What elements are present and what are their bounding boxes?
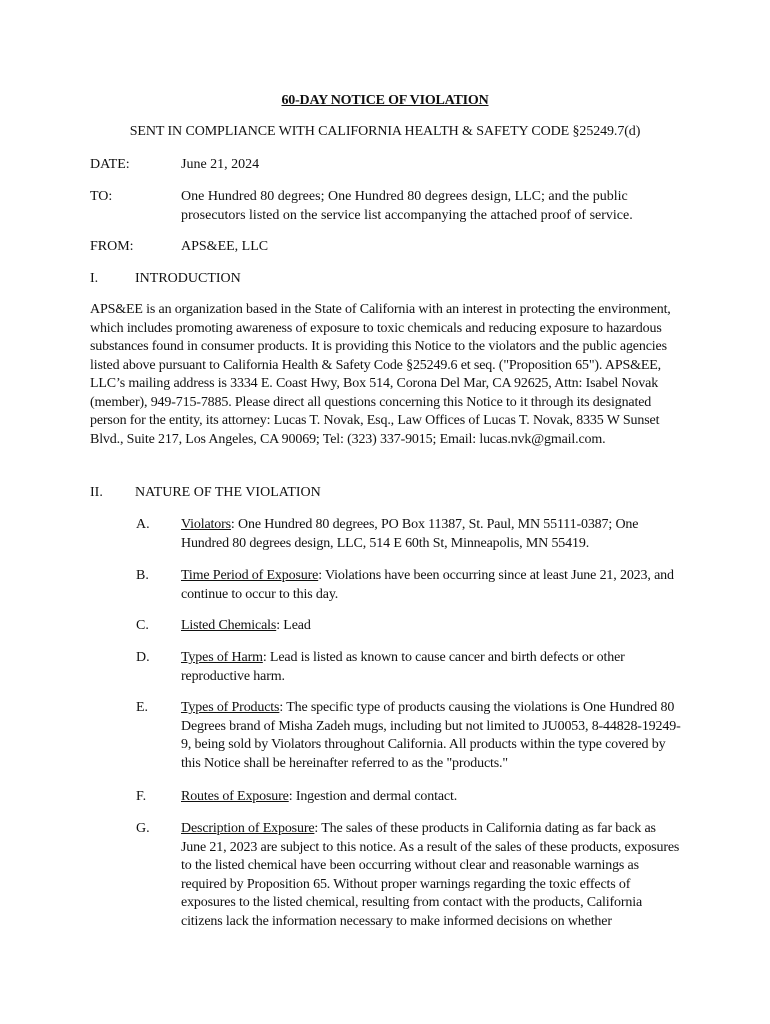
date-label: DATE: xyxy=(90,157,130,172)
item-term: Description of Exposure xyxy=(181,821,315,836)
item-text: : Lead is listed as known to cause cancer and birth defects or other reproductive harm. xyxy=(181,650,625,684)
item-body xyxy=(181,788,683,807)
section-number: II. xyxy=(90,485,103,500)
from-value: APS&EE, LLC xyxy=(181,239,269,254)
item-letter: D. xyxy=(136,650,150,665)
item-text: : Ingestion and dermal contact. xyxy=(288,789,458,804)
item-term: Routes of Exposure xyxy=(181,789,289,804)
item-text: : Lead xyxy=(276,618,311,633)
item-term: Violators xyxy=(181,517,231,532)
item-body xyxy=(181,617,683,636)
item-letter: G. xyxy=(136,821,150,836)
item-body xyxy=(181,699,683,773)
item-text: : The sales of these products in California dating as far back as June 21, 2023 are subject to this notice. As a result of the sales of these products, exposures to the listed chemical have been occurring without clear and reasonable warnings as required by Proposition 65. Without proper warnings regarding the toxic effects of exposures to the listed chemical, resulting from contact with the products, California citizens lack the information necessary to make informed decisions on whether xyxy=(181,821,680,929)
item-body xyxy=(181,649,683,686)
section-number: I. xyxy=(90,271,99,286)
item-letter: C. xyxy=(136,618,149,633)
section-heading: INTRODUCTION xyxy=(135,271,241,286)
item-text: : The specific type of products causing the violations is One Hundred 80 Degrees brand of Misha Zadeh mugs, including but not limited to JU0053, 8-44828-19249-9, being sold by Violators throughout California. All products within the type covered by this Notice shall be hereinafter referred to as the "products." xyxy=(181,700,681,771)
item-term: Listed Chemicals xyxy=(181,618,277,633)
to-label: TO: xyxy=(90,189,113,204)
item-letter: F. xyxy=(136,789,147,804)
item-text: : Violations have been occurring since at least June 21, 2023, and continue to occur to this day. xyxy=(181,568,674,602)
section-heading: NATURE OF THE VIOLATION xyxy=(135,485,321,500)
item-body xyxy=(181,567,683,604)
from-label: FROM: xyxy=(90,239,134,254)
item-term: Time Period of Exposure xyxy=(181,568,319,583)
notice-title: 60-DAY NOTICE OF VIOLATION xyxy=(281,93,489,108)
item-term: Types of Harm xyxy=(181,650,263,665)
item-body xyxy=(181,820,683,932)
item-letter: B. xyxy=(136,568,149,583)
date-value: June 21, 2024 xyxy=(181,157,260,172)
item-term: Types of Products xyxy=(181,700,280,715)
item-letter: A. xyxy=(136,517,150,532)
to-value: One Hundred 80 degrees; One Hundred 80 degrees design, LLC; and the public prosecutors listed on the service list accompanying the attached proof of service. xyxy=(181,189,633,223)
notice-subtitle: SENT IN COMPLIANCE WITH CALIFORNIA HEALTH & SAFETY CODE §25249.7(d) xyxy=(129,124,641,139)
item-body xyxy=(181,516,683,553)
item-text: : One Hundred 80 degrees, PO Box 11387, St. Paul, MN 55111-0387; One Hundred 80 degrees design, LLC, 514 E 60th St, Minneapolis, MN 55419. xyxy=(181,517,639,551)
introduction-paragraph: APS&EE is an organization based in the State of California with an interest in protecting the environment, which includes promoting awareness of exposure to toxic chemicals and reducing exposure to hazardous substances found in consumer products. It is providing this Notice to the violators and the public agencies listed above pursuant to California Health & Safety Code §25249.6 et seq. ("Proposition 65"). APS&EE, LLC’s mailing address is 3334 E. Coast Hwy, Box 514, Corona Del Mar, CA 92625, Attn: Isabel Novak (member), 949-715-7885. Please direct all questions concerning this Notice to it through its designated person for the entity, its attorney: Lucas T. Novak, Esq., Law Offices of Lucas T. Novak, 8335 W Sunset Blvd., Suite 217, Los Angeles, CA 90069; Tel: (323) 337-9015; Email: lucas.nvk@gmail.com. xyxy=(90,302,671,447)
item-letter: E. xyxy=(136,700,149,715)
